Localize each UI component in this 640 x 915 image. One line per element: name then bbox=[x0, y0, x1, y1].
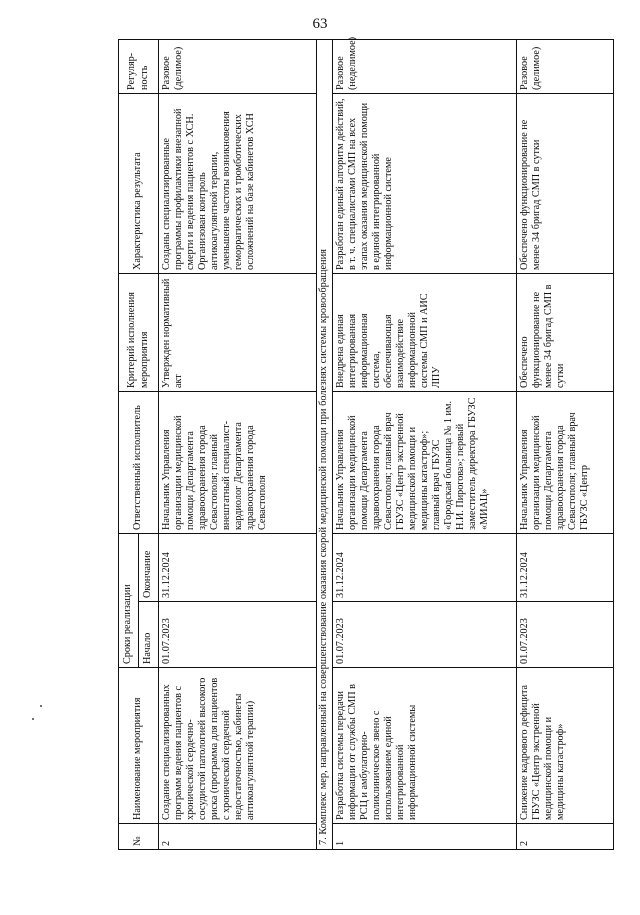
row-name: Создание специализированных программ ведения пациентов с хронической сердечно-сосудистой патологией высокого риска (программа для пациентов с хронической сердечной недостаточностью, кабинеты антикоагулянтной терапии) bbox=[159, 668, 317, 824]
header-start: Начало bbox=[139, 602, 159, 668]
table-row bbox=[159, 39, 317, 849]
row-responsible: Начальник Управления организации медицинской помощи Департамента здравоохранения города Севастополя; главный внештатный специалист-кардиолог Департамента здравоохранения города Севастополя bbox=[159, 391, 317, 533]
scan-speck bbox=[32, 718, 34, 720]
row-result: Разработан единый алгоритм действий, в т. ч. специалистами СМП на всех этапах оказания медицинской помощи в единой интегрированной информационной системе bbox=[333, 93, 517, 273]
row-start: 01.07.2023 bbox=[517, 602, 614, 668]
header-end: Окончание bbox=[139, 533, 159, 601]
header-criterion: Критерий исполнения мероприятия bbox=[119, 273, 159, 391]
row-num: 2 bbox=[517, 824, 614, 850]
row-criterion: Обеспечено функционирование не менее 34 бригад СМП в сутки bbox=[517, 273, 614, 391]
row-end: 31.12.2024 bbox=[333, 533, 517, 601]
row-num: 1 bbox=[333, 824, 517, 850]
row-responsible: Начальник Управления организации медицинской помощи Департамента здравоохранения города Севастополя; главный врач ГБУЗС «Центр экстренной медицинской помощи и медицины катастроф»; главный врач ГБУЗС «Городская больница № 1 им. Н.И. Пирогова»; первый заместитель директора ГБУЗС «МИАЦ» bbox=[333, 391, 517, 533]
row-regularity: Разовое (делимое) bbox=[517, 39, 614, 93]
header-regularity: Регуляр-ность bbox=[119, 39, 159, 93]
page-number: 63 bbox=[312, 16, 328, 32]
row-end: 31.12.2024 bbox=[517, 533, 614, 601]
header-row bbox=[119, 39, 139, 849]
row-num: 2 bbox=[159, 824, 317, 850]
section-title: 7. Комплекс мер, направленный на совершенствование оказания скорой медицинской помощи при болезнях системы кровообращения bbox=[317, 39, 333, 849]
row-result: Обеспечено функционирование не менее 34 бригад СМП в сутки bbox=[517, 93, 614, 273]
scan-speck bbox=[40, 705, 42, 707]
row-result: Созданы специализированные программы профилактики внезапной смерти и ведения пациентов с ХСН. Организован контроль антикоагулянтной терапии, уменьшение частоты возникновения геморрагических и тромботических осложнений на базе кабинетов ХСН bbox=[159, 93, 317, 273]
header-terms: Сроки реализации bbox=[119, 533, 139, 667]
table-row bbox=[333, 39, 517, 849]
header-result: Характеристика результата bbox=[119, 93, 159, 273]
rotated-table-sheet bbox=[118, 36, 613, 850]
row-name: Разработка системы передачи информации от службы СМП в РСЦ и амбулаторно-поликлиническое звено с использованием единой интегрированной информационной системы bbox=[333, 668, 517, 824]
header-num: № bbox=[119, 824, 159, 850]
row-criterion: Утвержден нормативный акт bbox=[159, 273, 317, 391]
row-responsible: Начальник Управления организации медицинской помощи Департамента здравоохранения города Севастополя; главный врач ГБУЗС «Центр bbox=[517, 391, 614, 533]
header-responsible: Ответственный исполнитель bbox=[119, 391, 159, 533]
row-regularity: Разовое (неделимое) bbox=[333, 39, 517, 93]
measures-table bbox=[118, 36, 614, 850]
row-regularity: Разовое (делимое) bbox=[159, 39, 317, 93]
header-name: Наименование мероприятия bbox=[119, 668, 159, 824]
row-start: 01.07.2023 bbox=[333, 602, 517, 668]
row-end: 31.12.2024 bbox=[159, 533, 317, 601]
row-start: 01.07.2023 bbox=[159, 602, 317, 668]
row-name: Снижение кадрового дефицита ГБУЗС «Центр экстренной медицинской помощи и медицины катастроф» bbox=[517, 668, 614, 824]
section-row bbox=[317, 39, 333, 849]
table-row bbox=[517, 39, 614, 849]
row-criterion: Внедрена единая интегрированная информационная система, обеспечивающая взаимодействие информационной системы СМП и АИС ЛПУ bbox=[333, 273, 517, 391]
